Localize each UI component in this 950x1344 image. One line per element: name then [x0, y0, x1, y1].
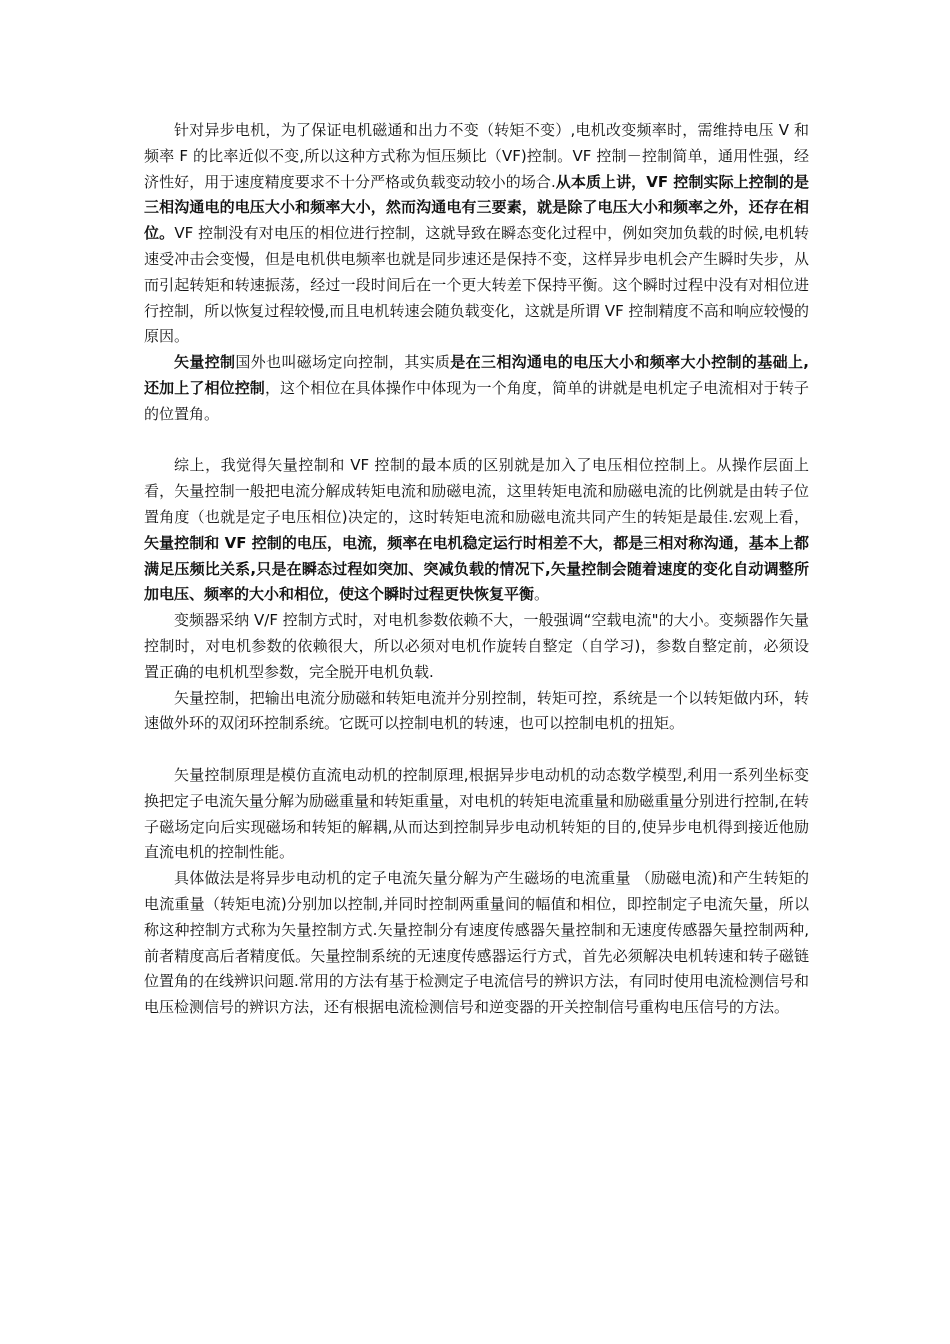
document-body: [144, 118, 809, 1021]
paragraph-text: VF 控制没有对电压的相位进行控制，这就导致在瞬态变化过程中，例如突加负载的时候,电机转速受冲击会变慢，但是电机供电频率也就是同步速还是保持不变，这样异步电机会产生瞬时失步，从而引起转矩和转速振荡，经过一段时间后在一个更大转差下保持平衡。这个瞬时过程中没有对相位进行控制，所以恢复过程较慢,而且电机转速会随负载变化，这就是所谓 VF 控制精度不高和响应较慢的原因。: [144, 224, 809, 346]
bold-text: 矢量控制: [174, 353, 236, 372]
bold-text: 矢量控制和 VF 控制的电压，电流，频率在电机稳定运行时相差不大，都是三相对称沟通，基本上都满足压频比关系,只是在瞬态过程如突加、突减负载的情况下,矢量控制会随着速度的变化自动调整所加电压、频率的大小和相位，使这个瞬时过程更快恢复平衡: [144, 533, 809, 604]
paragraph-text: 综上，我觉得矢量控制和 VF 控制的最本质的区别就是加入了电压相位控制上。从操作层面上看，矢量控制一般把电流分解成转矩电流和励磁电流，这里转矩电流和励磁电流的比例就是由转子位置角度（也就是定子电压相位)决定的，这时转矩电流和励磁电流共同产生的转矩是最佳.宏观上看，: [144, 456, 809, 526]
paragraph-summary: [144, 453, 809, 608]
paragraph-vector-principle: 矢量控制原理是模仿直流电动机的控制原理,根据异步电动机的动态数学模型,利用一系列坐标变换把定子电流矢量分解为励磁重量和转矩重量，对电机的转矩电流重量和励磁重量分别进行控制,在转子磁场定向后实现磁场和转矩的解耦,从而达到控制异步电动机转矩的目的,使异步电机得到接近他励直流电机的控制性能。: [144, 765, 809, 862]
paragraph-text: ，这个相位在具体操作中体现为一个角度，简单的讲就是电机定子电流相对于转子的位置角。: [144, 378, 809, 423]
paragraph-implementation: 具体做法是将异步电动机的定子电流矢量分解为产生磁场的电流重量 （励磁电流)和产生转矩的电流重量（转矩电流)分别加以控制,并同时控制两重量间的幅值和相位，即控制定子电流矢量，所以称这种控制方式称为矢量控制方式.矢量控制分有速度传感器矢量控制和无速度传感器矢量控制两种,前者精度高后者精度低。矢量控制系统的无速度传感器运行方式，首先必须解决电机转速和转子磁链位置角的在线辨识问题.常用的方法有基于检测定子电流信号的辨识方法，有同时使用电流检测信号和电压检测信号的辨识方法，还有根据电流检测信号和逆变器的开关控制信号重构电压信号的方法。: [144, 869, 809, 1017]
paragraph-text: 针对异步电机，为了保证电机磁通和出力不变（转矩不变）,电机改变频率时，需维持电压 V 和频率 F 的比率近似不变,所以这种方式称为恒压频比（VF)控制。VF 控制－控制简单，通用性强，经济性好，用于速度精度要求不十分严格或负载变动较小的场合.: [144, 121, 809, 191]
paragraph-text: 国外也叫磁场定向控制，其实质: [235, 353, 451, 372]
paragraph-spacer: [144, 428, 809, 454]
paragraph-vf-control: [144, 118, 809, 350]
paragraph-spacer: [144, 737, 809, 763]
paragraph-vector-control: [144, 350, 809, 427]
paragraph-closed-loop: 矢量控制，把输出电流分励磁和转矩电流并分别控制，转矩可控，系统是一个以转矩做内环，转速做外环的双闭环控制系统。它既可以控制电机的转速，也可以控制电机的扭矩。: [144, 688, 809, 733]
paragraph-inverter-parameters: 变频器采纳 V/F 控制方式时，对电机参数依赖不大，一般强调“空载电流"的大小。变频器作矢量控制时，对电机参数的依赖很大，所以必须对电机作旋转自整定（自学习)，参数自整定前，必须设置正确的电机机型参数，完全脱开电机负载.: [144, 611, 809, 681]
bold-text: 是在三相沟通电的电压大小和频率大小控制的基础上,还加上了相位控制: [144, 353, 809, 397]
paragraph-text: 。: [534, 585, 550, 604]
bold-text: 从本质上讲，VF 控制实际上控制的是三相沟通电的电压大小和频率大小，然而沟通电有三要素，就是除了电压大小和频率之外，还存在相位。: [144, 172, 809, 243]
